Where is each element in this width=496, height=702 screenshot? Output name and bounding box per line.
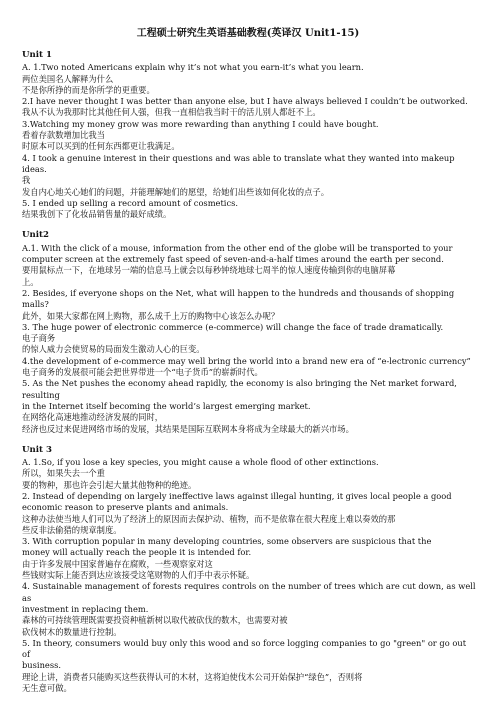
english-sentence: 5. As the Net pushes the economy ahead rapidly, the economy is also bringing the Net market forward, resulting in the Internet itself becoming the world’s largest emerging market.: [22, 378, 457, 411]
translation-item: [22, 638, 476, 694]
translation-item: [22, 322, 476, 356]
translation-item: [22, 62, 476, 96]
document-body: [22, 50, 476, 694]
english-sentence: 2. Instead of depending on largely ineffective laws against illegal hunting, it gives local people a good economic reason to preserve plants and animals.: [22, 490, 452, 513]
english-sentence: 3. With corruption popular in many developing countries, some observers are suspicious that the money will actually reach the people it is intended for.: [22, 536, 432, 558]
chinese-translation: 我 发自内心地关心她们的问题，并能理解她们的愿望，给她们出些该如何化妆的点子。: [22, 175, 329, 197]
chinese-translation: 这种办法使当地人们可以为了经济上的原因而去保护动、植物，而不是依靠在很大程度上难以奏效的那 些反非法偷猎的规章制度。: [22, 513, 396, 535]
chinese-translation: 森林的可持续管理既需要投资种植新树以取代被砍伐的数木，也需要对被 砍伐树木的数量进行控制。: [22, 615, 288, 637]
chinese-translation: 电子商务 的惊人威力会使贸易的局面发生激动人心的巨变。: [22, 333, 205, 355]
english-sentence: A. 1.So, if you lose a key species, you might cause a whole flood of other extinctions.: [22, 457, 379, 468]
unit-heading: Unit 1: [22, 50, 52, 60]
chinese-translation: 结果我创下了化妆品销售量的最好成绩。: [22, 209, 172, 220]
english-sentence: 3. The huge power of electronic commerce (e-commerce) will change the face of trade dramatically.: [22, 321, 444, 332]
translation-item: [22, 198, 476, 221]
translation-item: [22, 96, 476, 119]
translation-item: [22, 457, 476, 491]
english-sentence: 4. I took a genuine interest in their questions and was able to translate what they wanted into makeup ideas.: [22, 152, 455, 174]
translation-item: [22, 581, 476, 637]
translation-item: [22, 288, 476, 322]
chinese-translation: 要用鼠标点一下，在地球另一端的信息马上就会以每秒钟绕地球七周半的惊人速度传输到你的电脑屏幕 上。: [22, 265, 396, 287]
translation-item: [22, 119, 476, 153]
chinese-translation: 看着存款数增加比我当 时原本可以买到的任何东西都更让我满足。: [22, 130, 180, 152]
chinese-translation: 由于许多发展中国家普遍存在腐败，一些观察家对这 些钱财实际上能否到达应该接受这笔财物的人们手中表示怀疑。: [22, 558, 255, 581]
english-sentence: 5. I ended up selling a record amount of cosmetics.: [22, 197, 238, 208]
translation-item: [22, 243, 476, 288]
english-sentence: 2.I have never thought I was better than anyone else, but I have always believed I couldn’t be outworked.: [22, 96, 468, 107]
english-sentence: 4. Sustainable management of forests requires controls on the number of trees which are cut down, as well as investment in replacing them.: [22, 581, 476, 614]
translation-item: [22, 491, 476, 536]
unit-heading: Unit2: [22, 230, 49, 241]
page-title: 工程硕士研究生英语基础教程(英译汉 Unit1-15): [136, 28, 360, 39]
unit-heading: Unit 3: [22, 444, 52, 455]
translation-item: [22, 378, 476, 434]
english-sentence: A. 1.Two noted Americans explain why it’s not what you earn-it’s what you learn.: [22, 62, 364, 73]
chinese-translation: 电子商务的发展很可能会把世界带进一个“电子货币”的崭新时代。: [22, 367, 263, 378]
translation-item: [22, 536, 476, 581]
chinese-translation: 在网络化高速地推动经济发展的同时， 经济也反过来促进网络市场的发展，其结果是国际互联网本身将成为全球最大的新兴市场。: [22, 412, 354, 434]
english-sentence: 5. In theory, consumers would buy only this wood and so force logging companies to go "green" or go out of business.: [22, 637, 467, 671]
chinese-translation: 我从不认为我那时比其他任何人强，但我一直相信我当时干的活儿别人都赶不上。: [22, 107, 321, 118]
chinese-translation: 两位美国名人解释为什么 不是你所挣的而是你所学的更重要。: [22, 73, 155, 95]
chinese-translation: 所以，如果失去一个重 要的物种，那也许会引起大量其他物种的绝迹。: [22, 468, 197, 490]
translation-item: [22, 153, 476, 198]
chinese-translation: 理论上讲，消费者只能购买这些获得认可的木材，这将迫使伐木公司开始保护“绿色”，否则将 无生意可做。: [22, 671, 363, 694]
chinese-translation: 此外，如果大家都在网上购物，那么成千上万的购物中心该怎么办呢？: [22, 310, 280, 321]
english-sentence: 3.Watching my money grow was more rewarding than anything I could have bought.: [22, 118, 379, 129]
english-sentence: A.1. With the click of a mouse, information from the other end of the globe will be transported to your computer screen at the extremely fast speed of seven-and-a-half times around the earth per second.: [22, 242, 453, 265]
english-sentence: 2. Besides, if everyone shops on the Net, what will happen to the hundreds and thousands of shopping malls?: [22, 287, 455, 310]
translation-item: [22, 356, 476, 379]
english-sentence: 4.the development of e-commerce may well bring the world into a brand new era of “e-lectronic currency”: [22, 355, 471, 366]
